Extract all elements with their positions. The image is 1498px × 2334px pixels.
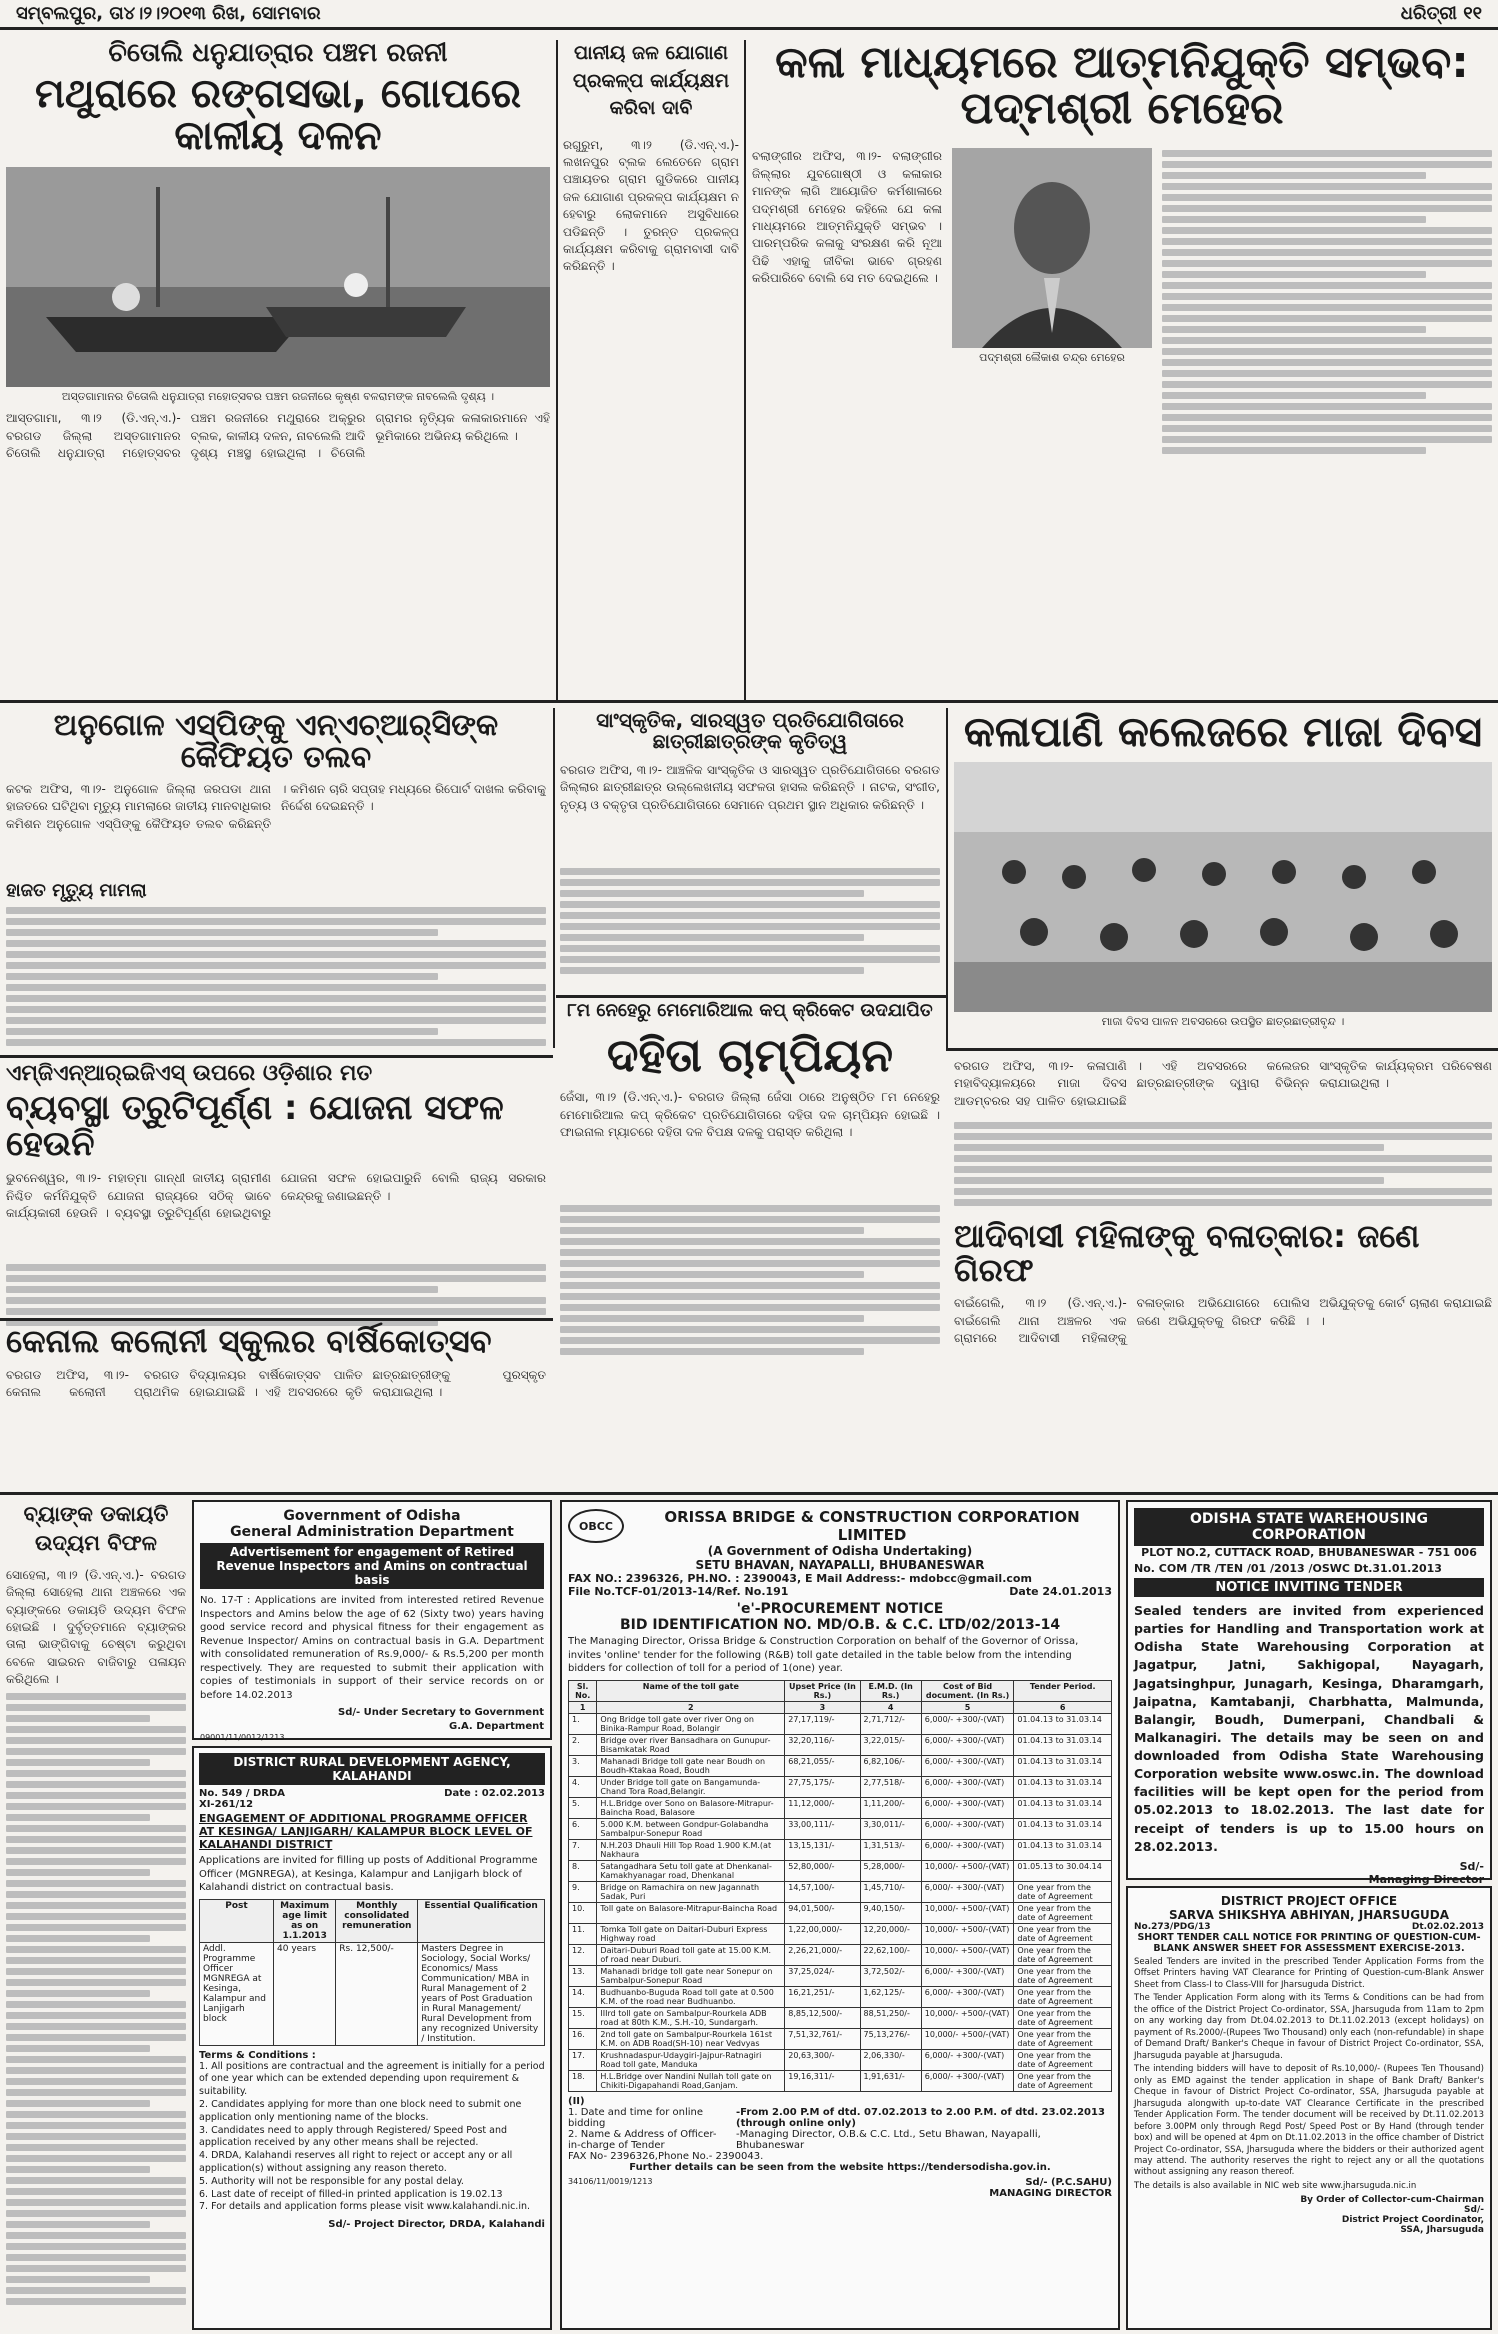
table-cell: One year from the date of Agreement	[1014, 1944, 1112, 1965]
table-cell: 18.	[569, 2070, 597, 2091]
table-cell: 27,75,175/-	[785, 1776, 860, 1797]
table-cell: 10,000/- +500/-(VAT)	[921, 2028, 1014, 2049]
story-headline: କଳା ମାଧ୍ୟମରେ ଆତ୍ମନିଯୁକ୍ତି ସମ୍ଭବ: ପଦ୍ମଶ୍ରୀ ମେହେର	[775, 37, 1469, 135]
ad-date: Date : 02.02.2013	[444, 1788, 545, 1799]
ad-signature-title: District Project Coordinator,	[1341, 2215, 1484, 2226]
table-row	[569, 1839, 1112, 1860]
ad-subtitle: General Administration Department	[230, 1524, 514, 1540]
table-cell: 6,000/- +300/-(VAT)	[921, 1986, 1014, 2007]
ad-title: DISTRICT RURAL DEVELOPMENT AGENCY, KALAHANDI	[199, 1753, 545, 1785]
ad-ref: 09001/11/0012/1213	[200, 1733, 285, 1742]
table-cell: 6,000/- +300/-(VAT)	[921, 2070, 1014, 2091]
ad-subtitle: (A Government of Odisha Undertaking)	[707, 1544, 973, 1558]
section-divider	[946, 1048, 1498, 1051]
ad-subtitle: SARVA SHIKSHYA ABHIYAN, JHARSUGUDA	[1168, 1908, 1450, 1922]
table-cell: 40 years	[274, 1942, 336, 2045]
ad-obcc-tender	[560, 1500, 1120, 2330]
table-cell: Tomka Toll gate on Daitari-Duburi Express Highway road	[597, 1923, 785, 1944]
ad-address: PLOT NO.2, CUTTACK ROAD, BHUBANESWAR - 751 006	[1141, 1546, 1477, 1559]
table-cell: One year from the date of Agreement	[1014, 2007, 1112, 2028]
ad-address: SETU BHAVAN, NAYAPALLI, BHUBANESWAR	[695, 1558, 985, 1572]
table-cell: 13,15,131/-	[785, 1839, 860, 1860]
table-cell: 12,20,000/-	[860, 1923, 921, 1944]
table-cell: 8,85,12,500/-	[785, 2007, 860, 2028]
table-row	[569, 1734, 1112, 1755]
story-water-supply	[563, 40, 739, 690]
table-cell: H.L.Bridge over Nandini Nullah toll gate on Chikiti-Digapahandi Road,Ganjam.	[597, 2070, 785, 2091]
table-cell: 14,57,100/-	[785, 1881, 860, 1902]
table-row	[569, 2007, 1112, 2028]
ad-signature-title: Managing Director	[1368, 1872, 1484, 1886]
story-kicker: ଚିତୋଲି ଧନୁଯାତ୍ରାର ପଞ୍ଚମ ରଜନୀ	[108, 38, 448, 68]
ad-signature: Sd/-	[1464, 2205, 1484, 2216]
table-cell: 6,000/- +300/-(VAT)	[921, 1734, 1014, 1755]
table-row	[569, 1776, 1112, 1797]
table-cell: 5.	[569, 1797, 597, 1818]
ad-footer-value: -From 2.00 P.M of dtd. 07.02.2013 to 2.00 P.M. of dtd. 23.02.2013 (through online only)	[736, 2106, 1105, 2129]
table-cell: 1,11,200/-	[860, 1797, 921, 1818]
ad-signature: Sd/- Under Secretary to Government	[338, 1707, 544, 1718]
table-cell: 32,20,116/-	[785, 1734, 860, 1755]
ad-paragraph: The Tender Application Form along with its Terms & Conditions can be had from the office of the District Project Co-ordinator, SSA, Jharsuguda from 11am to 2pm on any working day from Dt.04.02.2013 to Dt.11.02.2013 (except holidays) on payment of Rs.2000/-(Rupees Two Thousand) only each (non-refundable) in shape of Demand Draft/ Banker's Cheque in favour of District Project Co-ordinator, SSA, Jharsuguda payable at Jharsuguda.	[1134, 1993, 1484, 2061]
table-cell: 01.04.13 to 31.03.14	[1014, 1755, 1112, 1776]
table-cell: 9.	[569, 1881, 597, 1902]
ad-footer-label: 2. Name & Address of Officer-in-charge of Tender	[568, 2128, 717, 2151]
table-cell: 3,72,502/-	[860, 1965, 921, 1986]
table-cell: 1,62,125/-	[860, 1986, 921, 2007]
table-cell: 01.04.13 to 31.03.14	[1014, 1839, 1112, 1860]
table-header: Name of the toll gate	[597, 1680, 785, 1701]
table-cell: Krushnadaspur-Udaygiri-Jajpur-Ratnagiri Road toll gate, Manduka	[597, 2049, 785, 2070]
table-header: Upset Price (In Rs.)	[785, 1680, 860, 1701]
table-col-number: 6	[1014, 1701, 1112, 1713]
table-row	[569, 1923, 1112, 1944]
story-kalapani-body	[954, 1058, 1492, 1398]
table-cell: 16.	[569, 2028, 597, 2049]
story-body: ରଗୁରୁମ, ୩।୨ (ଡି.ଏନ୍.ଏ.)- ଲଖନପୁର ବ୍ଲକ ଲେତେନେ ଗ୍ରାମ ପଞ୍ଚାୟତର ଗ୍ରାମ ଗୁଡିକରେ ପାନୀୟ ଜଳ ଯୋଗାଣ ପ୍ରକଳ୍ପ କାର୍ଯ୍ୟକ୍ଷମ ନ ହେବାରୁ ଲୋକମାନେ ଅସୁବିଧାରେ ପଡିଛନ୍ତି । ତୁରନ୍ତ ପ୍ରକଳ୍ପ କାର୍ଯ୍ୟକ୍ଷମ କରିବାକୁ ଗ୍ରାମବାସୀ ଦାବି କରିଛନ୍ତି ।	[563, 137, 739, 274]
table-cell: 6,000/- +300/-(VAT)	[921, 1797, 1014, 1818]
ad-heading: ENGAGEMENT OF ADDITIONAL PROGRAMME OFFICER AT KESINGA/ LANJIGARH/ KALAMPUR BLOCK LEVEL OF KALAHANDI DISTRICT	[199, 1812, 533, 1851]
ad-ref: 34106/11/0019/1213	[568, 2176, 653, 2186]
table-cell: 16,21,251/-	[785, 1986, 860, 2007]
table-header: Monthly consolidated remuneration	[336, 1899, 418, 1942]
table-cell: 19,16,311/-	[785, 2070, 860, 2091]
ad-no: No.273/PDG/13	[1134, 1922, 1211, 1932]
table-cell: 9,40,150/-	[860, 1902, 921, 1923]
story-canal-colony-school	[6, 1322, 546, 1485]
table-cell: One year from the date of Agreement	[1014, 1965, 1112, 1986]
ad-terms-title: Terms & Conditions :	[199, 2049, 316, 2061]
ad-title: ORISSA BRIDGE & CONSTRUCTION CORPORATION LIMITED	[664, 1508, 1080, 1544]
table-row	[569, 1986, 1112, 2007]
term-item: 7. For details and application forms please visit www.kalahandi.nic.in.	[199, 2201, 531, 2213]
story-headline: ଆଦିବାସୀ ମହିଳାଙ୍କୁ ବଳାତ୍କାର: ଜଣେ ଗିରଫ	[954, 1217, 1420, 1289]
story-body: ସୋହେଲା, ୩।୨ (ଡି.ଏନ୍.ଏ.)- ବରଗଡ ଜିଲ୍ଲା ସୋହେଲା ଥାନା ଅଞ୍ଚଳରେ ଏକ ବ୍ୟାଙ୍କରେ ଡକାୟତି ଉଦ୍ୟମ ବିଫଳ ହୋଇଛି । ଦୁର୍ବୃତ୍ତମାନେ ବ୍ୟାଙ୍କର ତାଲା ଭାଙ୍ଗିବାକୁ ଚେଷ୍ଟା କରୁଥିବା ବେଳେ ସାଇରନ ବାଜିବାରୁ ପଳାୟନ କରିଥିଲେ ।	[6, 1567, 186, 1687]
table-cell: Mahanadi bridge toll gate near Sonepur on Sambalpur-Sonepur Road	[597, 1965, 785, 1986]
table-cell: 2,26,21,000/-	[785, 1944, 860, 1965]
photo-caption: ପଦ୍ମଶ୍ରୀ ଲୈକାଶ ଚନ୍ଦ୍ର ମେହେର	[979, 351, 1125, 365]
column-divider	[553, 708, 555, 1048]
table-col-number: 5	[921, 1701, 1014, 1713]
story-headline: କଳାପାଣି କଲେଜରେ ମାଜା ଦିବସ	[963, 707, 1483, 756]
story-headline: ଅନୁଗୋଳ ଏସ୍‌ପିଙ୍କୁ ଏନ୍‌ଏଚ୍‌ଆର୍‌ସିଙ୍କ କୈଫିୟତ ତଲବ	[53, 708, 499, 775]
table-cell: Toll gate on Balasore-Mitrapur-Baincha Road	[597, 1902, 785, 1923]
story-body: କଟକ ଅଫିସ, ୩।୨- ଅନୁଗୋଳ ଜିଲ୍ଲା ଜରପଡା ଥାନା ହାଜତରେ ଘଟିଥିବା ମୃତ୍ୟୁ ମାମଲାରେ ଜାତୀୟ ମାନବାଧିକାର କମିଶନ ଅନୁଗୋଳ ଏସ୍‌ପିଙ୍କୁ କୈଫିୟତ ତଲବ କରିଛନ୍ତି । କମିଶନ ଚାରି ସପ୍ତାହ ମଧ୍ୟରେ ରିପୋର୍ଟ ଦାଖଲ କରିବାକୁ ନିର୍ଦ୍ଦେଶ ଦେଇଛନ୍ତି ।	[6, 782, 546, 831]
story-mgnregs	[6, 1062, 546, 1312]
table-cell: 52,80,000/-	[785, 1860, 860, 1881]
ad-signature: Sd/- Project Director, DRDA, Kalahandi	[328, 2219, 545, 2231]
story-body: ବରଗଡ ଅଫିସ, ୩।୨- ବରଗଡ କେନାଲ କଲୋନୀ ପ୍ରାଥମିକ ବିଦ୍ୟାଳୟର ବାର୍ଷିକୋତ୍ସବ ପାଳିତ ହୋଇଯାଇଛି । ଏହି ଅବସରରେ କୃତି ଛାତ୍ରଛାତ୍ରୀଙ୍କୁ ପୁରସ୍କୃତ କରାଯାଇଥିଲା ।	[6, 1367, 546, 1399]
ad-heading: SHORT TENDER CALL NOTICE FOR PRINTING OF QUESTION-CUM-BLANK ANSWER SHEET FOR ASSESSMENT EXERCISE-2013.	[1137, 1932, 1481, 1954]
table-cell: 20,63,300/-	[785, 2049, 860, 2070]
ad-file: XI-261/12	[199, 1799, 254, 1810]
table-cell: Addl. Programme Officer MGNREGA at Kesinga, Kalampur and Lanjigarh block	[200, 1942, 274, 2045]
ad-fax: FAX No- 2396326,Phone No.- 2390043.	[568, 2150, 764, 2162]
table-cell: 37,25,024/-	[785, 1965, 860, 1986]
story-subhead: ହାଜତ ମୃତ୍ୟୁ ମାମଲା	[6, 880, 147, 901]
ad-paragraph: Sealed Tenders are invited in the prescribed Tender Application Forms from the Offset Printers having VAT Clearance for Printing of Question-cum-Blank Answer Sheet from Class-I to Class-VIII for Jharsuguda District.	[1134, 1957, 1484, 1990]
story-body-continued	[560, 868, 940, 974]
table-cell: 2,06,330/-	[860, 2049, 921, 2070]
ad-intro: The Managing Director, Orissa Bridge & Construction Corporation on behalf of the Governor of Orissa, invites 'online' tender for the following (R&B) toll gate detailed in the table below from the intending bidders for collection of toll for a period of 1(one) year.	[568, 1636, 1079, 1674]
table-cell: 6,000/- +300/-(VAT)	[921, 1839, 1014, 1860]
story-headline: ପାନୀୟ ଜଳ ଯୋଗାଣ ପ୍ରକଳ୍ପ କାର୍ଯ୍ୟକ୍ଷମ କରିବା ଦାବି	[572, 42, 730, 120]
term-item: 1. All positions are contractual and the agreement is initially for a period of one year which can be extended depending upon requirement & suitability.	[199, 2060, 545, 2098]
table-cell: 6.	[569, 1818, 597, 1839]
column-divider	[946, 708, 948, 1048]
masthead: ଧରିତ୍ରୀ ୧୧	[1400, 3, 1482, 24]
ad-file: File No.TCF-01/2013-14/Ref. No.191	[568, 1585, 789, 1598]
table-cell: Bridge on Ramachira on new Jagannath Sadak, Puri	[597, 1881, 785, 1902]
story-body: ଭୁବନେଶ୍ୱର, ୩।୨- ମହାତ୍ମା ଗାନ୍ଧୀ ଜାତୀୟ ଗ୍ରାମୀଣ ନିଶ୍ଚିତ କର୍ମନିଯୁକ୍ତି ଯୋଜନା ରାଜ୍ୟରେ ସଠିକ୍ ଭାବେ କାର୍ଯ୍ୟକାରୀ ହେଉନି । ବ୍ୟବସ୍ଥା ତ୍ରୁଟିପୂର୍ଣ୍ଣ ହୋଇଥିବାରୁ ଯୋଜନା ସଫଳ ହୋଇପାରୁନି ବୋଲି ରାଜ୍ୟ ସରକାର କେନ୍ଦ୍ରକୁ ଜଣାଇଛନ୍ତି ।	[6, 1171, 546, 1221]
table-cell: 6,82,106/-	[860, 1755, 921, 1776]
story-body-continued	[6, 907, 546, 1046]
ad-intro: Applications are invited for filling up posts of Additional Programme Officer (MGNREGA), at Kesinga, Kalampur and Lanjigarh block of Kalahandi district on contractual basis.	[199, 1855, 538, 1893]
table-cell: 6,000/- +300/-(VAT)	[921, 1965, 1014, 1986]
table-cell: 1,91,631/-	[860, 2070, 921, 2091]
table-cell: IIIrd toll gate on Sambalpur-Rourkela ADB road at 80th K.M., S.H.-10, Sundargarh.	[597, 2007, 785, 2028]
table-cell: One year from the date of Agreement	[1014, 1881, 1112, 1902]
story-headline: ବ୍ୟାଙ୍କ ଡକାୟତି ଉଦ୍ୟମ ବିଫଳ	[23, 1502, 169, 1556]
table-cell: 27,17,119/-	[785, 1713, 860, 1734]
ad-no: No. COM /TR /TEN /01 /2013 /OSWC Dt.31.01.2013	[1134, 1562, 1442, 1575]
ad-gad-retired-revenue	[192, 1500, 552, 1740]
table-cell: One year from the date of Agreement	[1014, 1986, 1112, 2007]
story-headline: ଦହିତା ଚାମ୍ପିୟନ	[606, 1027, 894, 1082]
table-cell: 6,000/- +300/-(VAT)	[921, 1881, 1014, 1902]
table-cell: 7.	[569, 1839, 597, 1860]
page-header	[0, 0, 1498, 30]
term-item: 3. Candidates need to apply through Registered/ Speed Post and application received by any other means shall be rejected.	[199, 2124, 508, 2149]
table-cell: 6,000/- +300/-(VAT)	[921, 1818, 1014, 1839]
section-divider	[0, 1055, 553, 1058]
table-cell: 01.04.13 to 31.03.14	[1014, 1776, 1112, 1797]
table-cell: 01.05.13 to 30.04.14	[1014, 1860, 1112, 1881]
story-body-continued	[954, 1122, 1492, 1206]
table-row	[569, 2070, 1112, 2091]
table-row	[569, 1797, 1112, 1818]
ad-body: Sealed tenders are invited from experienced parties for Handling and Transportation work at Odisha State Warehousing Corporation at Jagatpur, Jatni, Sakhigopal, Nayagarh, Jagatsinghpur, Junagarh, Kesinga, Dharamgarh, Jaipatna, Kamtabanji, Charbhatta, Malmunda, Balangir, Boudh, Dumerpani, Chandbali & Malkanagiri. The details may be seen on and downloaded from Odisha State Warehousing Corporation website www.oswc.in. The download facilities will be kept open for the period from 05.02.2013 to 18.02.2013. The last date for receipt of tenders is up to 15.00 hours on 28.02.2013.	[1134, 1603, 1484, 1854]
table-cell: 10,000/- +500/-(VAT)	[921, 1923, 1014, 1944]
table-cell: 2.	[569, 1734, 597, 1755]
table-cell: 1,31,513/-	[860, 1839, 921, 1860]
table-cell: 4.	[569, 1776, 597, 1797]
portrait-photo	[952, 148, 1152, 348]
story-body-continued	[560, 1205, 940, 1355]
section-divider	[0, 1492, 1498, 1495]
story-body: ଜେଁସା, ୩।୨ (ଡି.ଏନ୍.ଏ.)- ବରଗଡ ଜିଲ୍ଲା ଜେଁସା ଠାରେ ଅନୁଷ୍ଠିତ ୮ମ ନେହେରୁ ମେମୋରିଆଲ କପ୍ କ୍ରିକେଟ ପ୍ରତିଯୋଗିତାରେ ଦହିତା ଦଳ ଚାମ୍ପିୟନ ହୋଇଛି । ଫାଇନାଲ ମ୍ୟାଚରେ ଦହିତା ଦଳ ବିପକ୍ଷ ଦଳକୁ ପରାସ୍ତ କରିଥିଲା ।	[560, 1090, 940, 1139]
table-cell: 01.04.13 to 31.03.14	[1014, 1797, 1112, 1818]
story-headline: କେନାଲ କଲୋନୀ ସ୍କୁଲର ବାର୍ଷିକୋତ୍ସବ	[6, 1322, 492, 1360]
obcc-logo: OBCC	[568, 1509, 624, 1543]
story-bank-robbery	[6, 1500, 186, 2330]
table-row	[569, 1755, 1112, 1776]
ad-signature-title: MANAGING DIRECTOR	[989, 2187, 1112, 2199]
table-cell: 2,77,518/-	[860, 1776, 921, 1797]
ad-signature-dept: G.A. Department	[448, 1720, 544, 1732]
story-body-continued	[6, 1693, 186, 2305]
story-kicker: ଏମ୍‌ଜିଏନ୍‌ଆର୍‌ଇଜିଏସ୍ ଉପରେ ଓଡ଼ିଶାର ମତ	[6, 1061, 373, 1086]
table-cell: Rs. 12,500/-	[336, 1942, 418, 2045]
term-item: 5. Authority will not be responsible for any postal delay.	[199, 2175, 464, 2187]
ad-body: No. 17-T : Applications are invited from interested retired Revenue Inspectors and Amins below the age of 62 (Sixty two) years having good service record and physical fitness for their engagement as Revenue Inspector/ Amins on contractual basis in G.A. Department with consolidated remuneration of Rs.9,000/- & Rs.5,200 per month respectively. They are requested to submit their application with copies of testimonials in support of their service records on or before 14.02.2013	[200, 1595, 544, 1701]
story-headline: ମଥୁରାରେ ରଙ୍ଗସଭା, ଗୋପରେ କାଳୀୟ ଦଳନ	[34, 71, 522, 160]
table-row	[569, 1818, 1112, 1839]
ad-post-table	[199, 1899, 545, 2046]
table-cell: 12.	[569, 1944, 597, 1965]
table-cell: 5,28,000/-	[860, 1860, 921, 1881]
ad-drda-kalahandi	[192, 1746, 552, 2330]
story-mathura	[6, 40, 550, 690]
table-cell: 10.	[569, 1902, 597, 1923]
table-cell: 10,000/- +500/-(VAT)	[921, 1944, 1014, 1965]
table-cell: 15.	[569, 2007, 597, 2028]
table-cell: Masters Degree in Sociology, Social Works/ Economics/ Mass Communication/ MBA in Rural Management of 2 years of Post Graduation in Rural Management/ Rural Development from any recognized University / Institution.	[418, 1942, 545, 2045]
table-cell: 75,13,276/-	[860, 2028, 921, 2049]
table-row	[569, 1965, 1112, 1986]
photo-caption: ମାଜା ଦିବସ ପାଳନ ଅବସରରେ ଉପସ୍ଥିତ ଛାତ୍ରଛାତ୍ରୀବୃନ୍ଦ ।	[1101, 1015, 1345, 1029]
story-body: ବରଗଡ ଅଫିସ, ୩।୨- ଆଞ୍ଚଳିକ ସାଂସ୍କୃତିକ ଓ ସାରସ୍ୱତ ପ୍ରତିଯୋଗିତାରେ ବରଗଡ ଜିଲ୍ଲାର ଛାତ୍ରୀଛାତ୍ର ଉଲ୍ଲେଖନୀୟ ସଫଳତା ହାସଲ କରିଛନ୍ତି । ନାଟକ, ସଂଗୀତ, ନୃତ୍ୟ ଓ ବକ୍ତୃତା ପ୍ରତିଯୋଗିତାରେ ସେମାନେ ପ୍ରଥମ ସ୍ଥାନ ଅଧିକାର କରିଛନ୍ତି ।	[560, 763, 940, 812]
ad-ssa-jharsuguda	[1126, 1886, 1492, 2330]
table-row	[569, 1860, 1112, 1881]
ad-footer-roman: (II)	[568, 2095, 585, 2107]
ad-terms	[199, 2061, 545, 2215]
table-cell: 1,22,00,000/-	[785, 1923, 860, 1944]
photo-caption: ଅସ୍ତଗାମାନର ଚିତୋଲି ଧନୁଯାତ୍ରା ମହୋତ୍ସବର ପଞ୍ଚମ ରଜନୀରେ କୃଷ୍ଣ ବଳରାମଙ୍କ ନାବଲେଲି ଦୃଶ୍ୟ ।	[61, 390, 495, 404]
story-cultural-competition	[560, 710, 940, 990]
table-cell: One year from the date of Agreement	[1014, 1923, 1112, 1944]
table-cell: 5.000 K.M. between Gondpur-Golabandha Sambalpur-Sonepur Road	[597, 1818, 785, 1839]
ad-no: No. 549 / DRDA	[199, 1788, 286, 1799]
ad-bid-id: BID IDENTIFICATION NO. MD/O.B. & C.C. LTD/02/2013-14	[619, 1617, 1061, 1633]
ad-footer-label: 1. Date and time for online bidding	[568, 2106, 703, 2129]
table-cell: 01.04.13 to 31.03.14	[1014, 1734, 1112, 1755]
term-item: 2. Candidates applying for more than one block need to submit one application only mentioning name of the blocks.	[199, 2098, 522, 2123]
ad-heading: Advertisement for engagement of Retired Revenue Inspectors and Amins on contractual basis	[200, 1543, 544, 1589]
ad-date: Dt.02.02.2013	[1411, 1922, 1484, 1932]
ad-signature: Sd/-	[1459, 1859, 1484, 1873]
story-body: ଆସ୍ତଗାମା, ୩।୨ (ଡି.ଏନ୍.ଏ.)- ବରଗଡ ଜିଲ୍ଲା ଅସ୍ତଗାମାନର ଚିତୋଲି ଧନୁଯାତ୍ରା ମହୋତ୍ସବର ପଞ୍ଚମ ରଜନୀରେ ମଥୁରାରେ ଅକ୍ରୁର ବ୍ଲକ, କାଳୀୟ ଦଳନ, ନାବଲେଲି ଆଦି ଦୃଶ୍ୟ ମଞ୍ଚସ୍ଥ ହୋଇଥିଲା । ଚିତୋଲି ଗ୍ରାମର ନୃତ୍ୟିକ କଳାକାରମାନେ ଏହି ଭୂମିକାରେ ଅଭିନୟ କରିଥିଲେ ।	[6, 411, 550, 461]
portrait-image	[952, 148, 1152, 348]
table-cell: Satangadhara Setu toll gate at Dhenkanal-Kamakhyanagar road, Dhenkanal	[597, 1860, 785, 1881]
table-cell: 14.	[569, 1986, 597, 2007]
table-cell: Mahanadi Bridge toll gate near Boudh on Boudh-Ktakaa Road, Boudh	[597, 1755, 785, 1776]
table-cell: 33,00,111/-	[785, 1818, 860, 1839]
table-col-number: 4	[860, 1701, 921, 1713]
table-row	[569, 1713, 1112, 1734]
table-cell: 6,000/- +300/-(VAT)	[921, 1713, 1014, 1734]
table-cell: H.L.Bridge over Sono on Balasore-Mitrapur-Baincha Road, Balasore	[597, 1797, 785, 1818]
table-header: Essential Qualification	[418, 1899, 545, 1942]
column-divider	[744, 40, 746, 700]
ad-footer-value: -Managing Director, O.B.& C.C. Ltd., Setu Bhawan, Nayapalli, Bhubaneswar	[736, 2128, 1041, 2151]
story-headline: ସାଂସ୍କୃତିକ, ସାରସ୍ୱତ ପ୍ରତିଯୋଗିତାରେ ଛାତ୍ରୀଛାତ୍ରଙ୍କ କୃତିତ୍ୱ	[596, 708, 904, 753]
table-cell: 10,000/- +500/-(VAT)	[921, 1860, 1014, 1881]
table-cell: 1,45,710/-	[860, 1881, 921, 1902]
story-photo	[954, 762, 1492, 1012]
story-body: ବରଗଡ ଅଫିସ, ୩।୨- କଳାପାଣି ମହାବିଦ୍ୟାଳୟରେ ମାଜା ଦିବସ ଆଡମ୍ବରର ସହ ପାଳିତ ହୋଇଯାଇଛି । ଏହି ଅବସରରେ କଲେଜର ଛାତ୍ରଛାତ୍ରୀଙ୍କ ଦ୍ୱାରା ବିଭିନ୍ନ ସାଂସ୍କୃତିକ କାର୍ଯ୍ୟକ୍ରମ ପରିବେଷଣ କରାଯାଇଥିଲା ।	[954, 1059, 1492, 1108]
story-kalapani-college	[954, 707, 1492, 1040]
table-cell: 22,62,100/-	[860, 1944, 921, 1965]
story-headline: ବ୍ୟବସ୍ଥା ତ୍ରୁଟିପୂର୍ଣ୍ଣ : ଯୋଜନା ସଫଳ ହେଉନି	[6, 1088, 504, 1164]
table-col-number: 3	[785, 1701, 860, 1713]
table-cell: 11.	[569, 1923, 597, 1944]
ad-contact: FAX NO.: 2396326, PH.NO. : 2390043, E Mail Address:- mdobcc@gmail.com	[568, 1572, 1032, 1585]
table-header: Post	[200, 1899, 274, 1942]
table-row	[569, 1902, 1112, 1923]
ad-signature: Sd/- (P.C.SAHU)	[1025, 2176, 1112, 2188]
story-body: ବଲାଙ୍ଗୀର ଅଫିସ, ୩।୨- ବଲାଙ୍ଗୀର ଜିଲ୍ଲାର ଯୁବଗୋଷ୍ଠୀ ଓ କଳାକାର ମାନଙ୍କ ଲାଗି ଆୟୋଜିତ କର୍ମଶାଳାରେ ପଦ୍ମଶ୍ରୀ ମେହେର କହିଲେ ଯେ କଳା ମାଧ୍ୟମରେ ଆତ୍ମନିଯୁକ୍ତି ସମ୍ଭବ । ପାରମ୍ପରିକ କଳାକୁ ସଂରକ୍ଷଣ କରି ନୂଆ ପିଢି ଏହାକୁ ଜୀବିକା ଭାବେ ଗ୍ରହଣ କରିପାରିବେ ବୋଲି ସେ ମତ ଦେଇଥିଲେ ।	[752, 149, 942, 286]
table-cell: 6,000/- +300/-(VAT)	[921, 2049, 1014, 2070]
table-cell: 2,71,712/-	[860, 1713, 921, 1734]
ad-notice: 'e'-PROCUREMENT NOTICE	[736, 1601, 944, 1617]
table-cell: 17.	[569, 2049, 597, 2070]
table-cell: N.H.203 Dhauli Hill Top Road 1.900 K.M.(at Nakhaura	[597, 1839, 785, 1860]
table-cell: 2nd toll gate on Sambalpur-Rourkela 161st K.M. on ADB Road(SH-10) near Vedvyas	[597, 2028, 785, 2049]
table-cell: 7,51,32,761/-	[785, 2028, 860, 2049]
table-cell: 88,51,250/-	[860, 2007, 921, 2028]
table-cell: 10,000/- +500/-(VAT)	[921, 2007, 1014, 2028]
table-row	[569, 1881, 1112, 1902]
table-header: Maximum age limit as on 1.1.2013	[274, 1899, 336, 1942]
term-item: 4. DRDA, Kalahandi reserves all right to reject or accept any or all application(s) without assigning any reason thereto.	[199, 2150, 513, 2174]
table-col-number: 2	[597, 1701, 785, 1713]
table-header: E.M.D. (In Rs.)	[860, 1680, 921, 1701]
table-cell: Bridge over river Bansadhara on Gunupur-Bisamkatak Road	[597, 1734, 785, 1755]
table-cell: 1.	[569, 1713, 597, 1734]
table-cell: 68,21,055/-	[785, 1755, 860, 1776]
story-padmashree	[752, 37, 1492, 690]
table-cell: One year from the date of Agreement	[1014, 1902, 1112, 1923]
table-cell: Under Bridge toll gate on Bangamunda-Chand Tora Road,Belangir.	[597, 1776, 785, 1797]
term-item: 6. Last date of receipt of filled-in printed application is 19.02.13	[199, 2188, 503, 2200]
table-col-number: 1	[569, 1701, 597, 1713]
table-cell: One year from the date of Agreement	[1014, 2070, 1112, 2091]
ad-date: Date 24.01.2013	[1009, 1585, 1112, 1598]
dateline: ସମ୍ବଲପୁର, ତା୪।୨।୨୦୧୩ ରିଖ, ସୋମବାର	[16, 3, 321, 24]
ad-paragraph: The details is also available in NIC web site www.jharsuguda.nic.in	[1134, 2180, 1417, 2191]
table-cell: One year from the date of Agreement	[1014, 2028, 1112, 2049]
table-cell: 11,12,000/-	[785, 1797, 860, 1818]
ad-signature-place: SSA, Jharsuguda	[1400, 2225, 1484, 2236]
table-cell: 3,22,015/-	[860, 1734, 921, 1755]
story-body: ବାଇଁଗେଲି, ୩।୨ (ଡି.ଏନ୍.ଏ.)- ବାଇଁଗେଲି ଥାନା ଅଞ୍ଚଳର ଏକ ଗ୍ରାମରେ ଆଦିବାସୀ ମହିଳାଙ୍କୁ ବଳାତ୍କାର ଅଭିଯୋଗରେ ପୋଲିସ ଜଣେ ଅଭିଯୁକ୍ତକୁ ଗିରଫ କରିଛି । ଅଭିଯୁକ୍ତକୁ କୋର୍ଟ ଚାଲାଣ କରାଯାଇଛି ।	[954, 1296, 1492, 1345]
section-divider	[0, 700, 1498, 703]
table-cell: 94,01,500/-	[785, 1902, 860, 1923]
story-kicker: ୮ମ ନେହେରୁ ମେମୋରିଆଲ କପ୍ କ୍ରିକେଟ ଉଦଯାପିତ	[567, 1000, 933, 1021]
ad-signature-order: By Order of Collector-cum-Chairman	[1300, 2195, 1484, 2206]
students-classroom-photo	[954, 762, 1492, 1012]
table-header: Cost of Bid document. (In Rs.)	[921, 1680, 1014, 1701]
table-row	[569, 2028, 1112, 2049]
story-angul-sp	[6, 710, 546, 1050]
story-photo	[6, 167, 550, 387]
boat-scene-photo	[6, 167, 550, 387]
ad-title: DISTRICT PROJECT OFFICE	[1220, 1894, 1398, 1908]
ad-paragraph: The intending bidders will have to deposit of Rs.10,000/- (Rupees Ten Thousand) only as EMD against the tender application in shape of Bank Draft/ Banker's Cheque in favour of District Project Co-ordinator, SSA, Jharsuguda payable at Jharsuguda alongwith up-to-date VAT Clearance Certificate in the prescribed Tender Application Form. The tender document will be received by Dt.11.02.2013 before 3.00PM only through Regd Post/ Speed Post or By Hand (through tender box) and will be opened at 4pm on Dt.11.02.2013 in the office chamber of District Project Co-ordinator, SSA, Jharsuguda where the bidders or their authorized agent may attend. The authority reserves the right to reject any or all the quotations without assigning any reason thereof.	[1134, 2064, 1484, 2178]
table-cell: 6,000/- +300/-(VAT)	[921, 1776, 1014, 1797]
section-divider	[556, 995, 946, 998]
ad-website: Further details can be seen from the website https://tendersodisha.gov.in.	[629, 2161, 1051, 2173]
table-row	[569, 1944, 1112, 1965]
toll-gate-table	[568, 1680, 1112, 2092]
table-cell: Ong Bridge toll gate over river Ong on Binika-Rampur Road, Bolangir	[597, 1713, 785, 1734]
column-divider	[556, 40, 558, 700]
table-header: Tender Period.	[1014, 1680, 1112, 1701]
section-divider	[0, 1318, 553, 1321]
ad-oswc-tender	[1126, 1500, 1492, 1886]
ad-title: Government of Odisha	[283, 1508, 461, 1524]
table-cell: 01.04.13 to 31.03.14	[1014, 1818, 1112, 1839]
table-cell: 13.	[569, 1965, 597, 1986]
table-cell: 10,000/- +500/-(VAT)	[921, 1902, 1014, 1923]
story-dahita-champion	[560, 1002, 940, 1402]
table-row	[569, 2049, 1112, 2070]
ad-notice: NOTICE INVITING TENDER	[1134, 1578, 1484, 1597]
table-cell: 6,000/- +300/-(VAT)	[921, 1755, 1014, 1776]
table-cell: Budhuanbo-Buguda Road toll gate at 0.500 K.M. of the road near Budhuanbo.	[597, 1986, 785, 2007]
table-cell: Daitari-Duburi Road toll gate at 15.00 K.M. of road near Duburi.	[597, 1944, 785, 1965]
table-cell: One year from the date of Agreement	[1014, 2049, 1112, 2070]
table-cell: 01.04.13 to 31.03.14	[1014, 1713, 1112, 1734]
table-header: Sl. No.	[569, 1680, 597, 1701]
table-cell: 3.	[569, 1755, 597, 1776]
ad-title: ODISHA STATE WAREHOUSING CORPORATION	[1134, 1508, 1484, 1546]
table-cell: 8.	[569, 1860, 597, 1881]
table-cell: 3,30,011/-	[860, 1818, 921, 1839]
story-body-continued	[1162, 148, 1492, 688]
